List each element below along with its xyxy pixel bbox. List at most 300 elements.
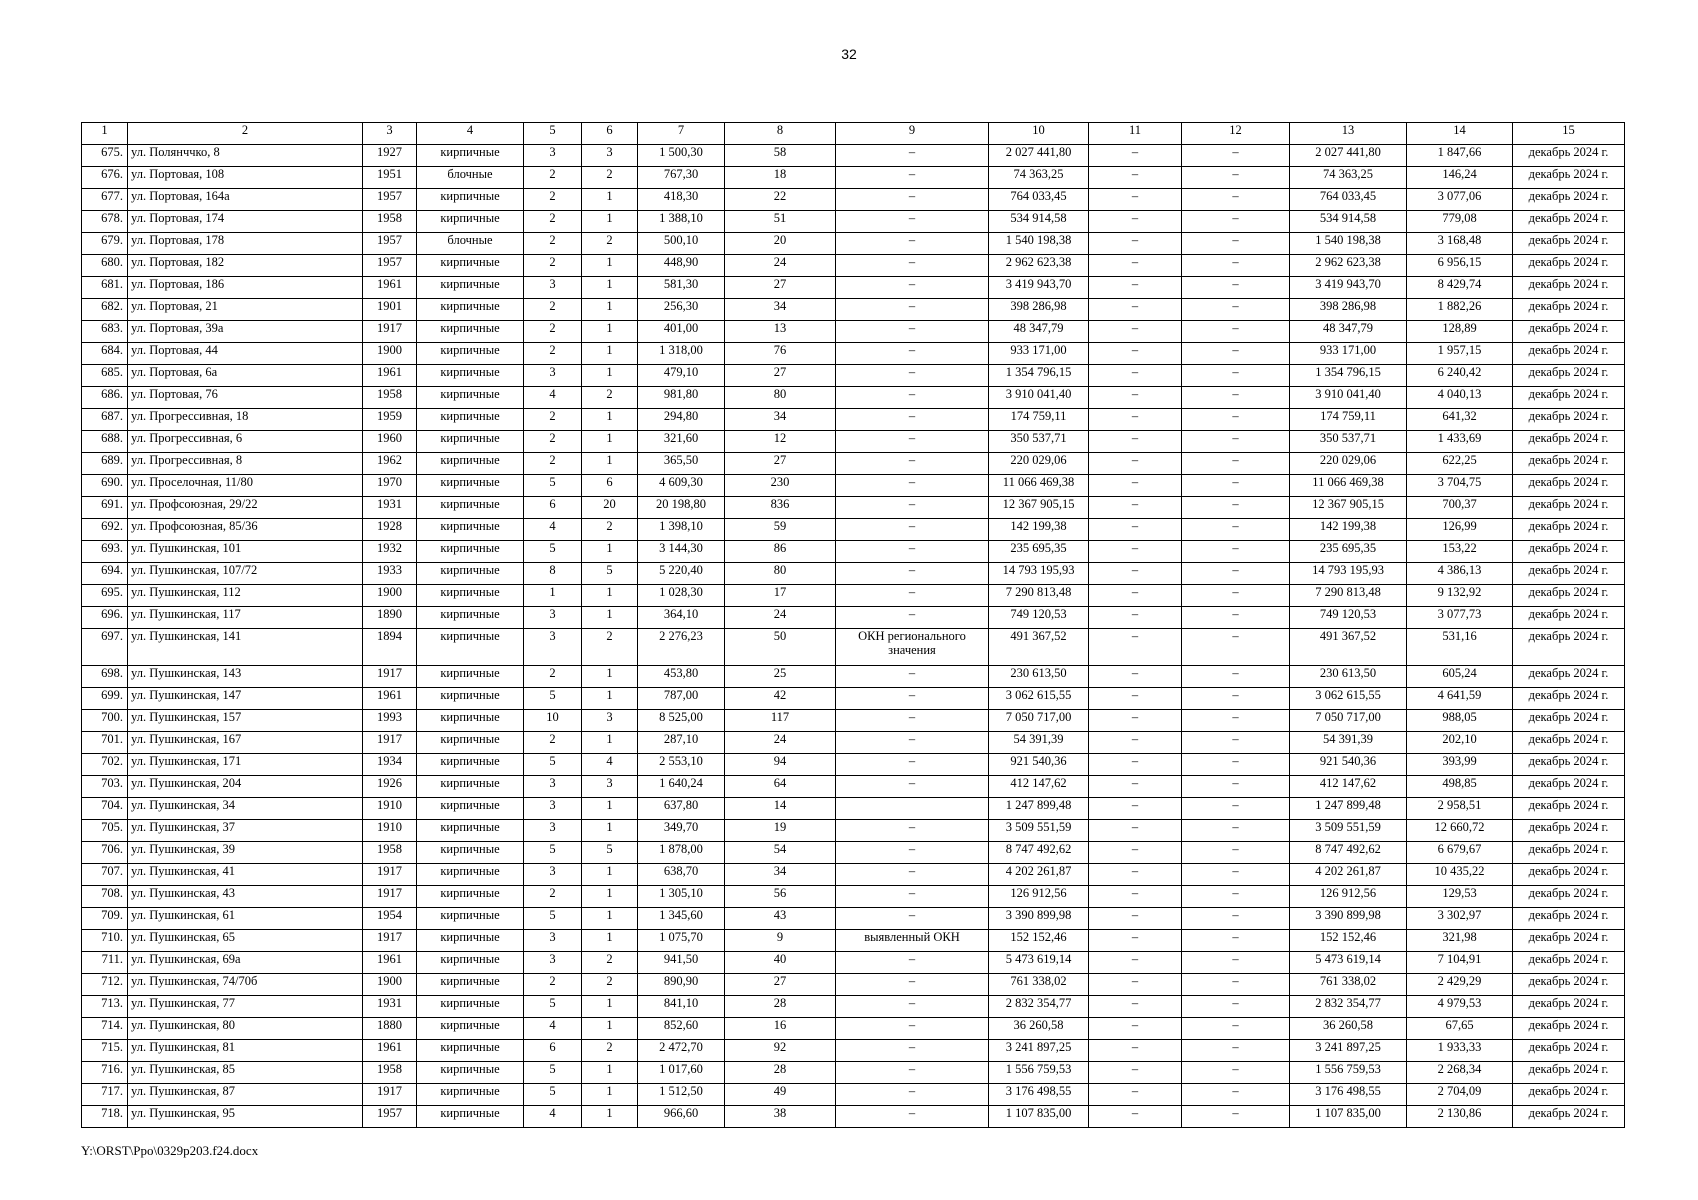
cell-wall-material: кирпичные [417, 211, 524, 233]
cell-year-built: 1957 [363, 189, 417, 211]
cell-cost-per-unit: 9 132,92 [1407, 585, 1513, 607]
cell-year-built: 1917 [363, 321, 417, 343]
cell-area: 321,60 [638, 431, 725, 453]
cell-cost-per-unit: 393,99 [1407, 754, 1513, 776]
table-row [82, 930, 1625, 952]
table-row [82, 1062, 1625, 1084]
cell-wall-material: кирпичные [417, 321, 524, 343]
cell-heritage-status: – [836, 563, 989, 585]
table-row [82, 365, 1625, 387]
cell-cost-total: 1 247 899,48 [989, 798, 1089, 820]
cell-wall-material: кирпичные [417, 189, 524, 211]
table-row [82, 475, 1625, 497]
cell-cost-total: 764 033,45 [989, 189, 1089, 211]
cell-col-12: – [1182, 798, 1290, 820]
cell-col-11: – [1089, 798, 1182, 820]
cell-deadline: декабрь 2024 г. [1513, 321, 1625, 343]
cell-cost-13: 1 247 899,48 [1290, 798, 1407, 820]
cell-address: ул. Портовая, 174 [128, 211, 363, 233]
cell-cost-13: 7 290 813,48 [1290, 585, 1407, 607]
cell-area: 294,80 [638, 409, 725, 431]
cell-cost-total: 36 260,58 [989, 1018, 1089, 1040]
cell-deadline: декабрь 2024 г. [1513, 798, 1625, 820]
cell-cost-13: 933 171,00 [1290, 343, 1407, 365]
cell-wall-material: кирпичные [417, 431, 524, 453]
cell-cost-total: 54 391,39 [989, 732, 1089, 754]
cell-year-built: 1958 [363, 387, 417, 409]
cell-wall-material: кирпичные [417, 754, 524, 776]
cell-address: ул. Портовая, 182 [128, 255, 363, 277]
cell-wall-material: кирпичные [417, 886, 524, 908]
cell-col-12: – [1182, 343, 1290, 365]
cell-row-number: 716. [82, 1062, 128, 1084]
cell-col-11: – [1089, 974, 1182, 996]
column-header-15: 15 [1513, 123, 1625, 145]
column-header-14: 14 [1407, 123, 1513, 145]
table-row [82, 255, 1625, 277]
cell-col-12: – [1182, 952, 1290, 974]
cell-address: ул. Портовая, 21 [128, 299, 363, 321]
cell-floors: 2 [524, 255, 582, 277]
cell-col-12: – [1182, 930, 1290, 952]
cell-col-12: – [1182, 607, 1290, 629]
cell-year-built: 1917 [363, 732, 417, 754]
cell-deadline: декабрь 2024 г. [1513, 908, 1625, 930]
cell-year-built: 1958 [363, 211, 417, 233]
cell-entrances: 1 [582, 365, 638, 387]
cell-deadline: декабрь 2024 г. [1513, 497, 1625, 519]
cell-year-built: 1970 [363, 475, 417, 497]
cell-heritage-status: – [836, 1106, 989, 1128]
cell-residents: 80 [725, 387, 836, 409]
cell-address: ул. Портовая, 39а [128, 321, 363, 343]
table-body [82, 145, 1625, 1128]
cell-entrances: 1 [582, 798, 638, 820]
cell-address: ул. Пушкинская, 157 [128, 710, 363, 732]
cell-address: ул. Пушкинская, 143 [128, 666, 363, 688]
table-row [82, 842, 1625, 864]
cell-cost-per-unit: 3 704,75 [1407, 475, 1513, 497]
cell-deadline: декабрь 2024 г. [1513, 996, 1625, 1018]
cell-entrances: 4 [582, 754, 638, 776]
cell-cost-13: 3 419 943,70 [1290, 277, 1407, 299]
cell-floors: 3 [524, 607, 582, 629]
cell-cost-per-unit: 1 433,69 [1407, 431, 1513, 453]
cell-area: 500,10 [638, 233, 725, 255]
cell-entrances: 2 [582, 952, 638, 974]
cell-entrances: 1 [582, 1106, 638, 1128]
cell-heritage-status: – [836, 585, 989, 607]
cell-heritage-status: – [836, 688, 989, 710]
cell-year-built: 1927 [363, 145, 417, 167]
cell-residents: 59 [725, 519, 836, 541]
cell-cost-per-unit: 1 847,66 [1407, 145, 1513, 167]
cell-year-built: 1958 [363, 842, 417, 864]
cell-col-12: – [1182, 1084, 1290, 1106]
cell-cost-total: 152 152,46 [989, 930, 1089, 952]
cell-deadline: декабрь 2024 г. [1513, 710, 1625, 732]
cell-wall-material: кирпичные [417, 1062, 524, 1084]
cell-residents: 86 [725, 541, 836, 563]
cell-year-built: 1933 [363, 563, 417, 585]
cell-entrances: 2 [582, 233, 638, 255]
cell-cost-13: 12 367 905,15 [1290, 497, 1407, 519]
table-header-row [82, 123, 1625, 145]
cell-entrances: 1 [582, 930, 638, 952]
cell-residents: 17 [725, 585, 836, 607]
cell-entrances: 1 [582, 820, 638, 842]
table-row [82, 607, 1625, 629]
cell-deadline: декабрь 2024 г. [1513, 167, 1625, 189]
cell-wall-material: кирпичные [417, 1084, 524, 1106]
cell-deadline: декабрь 2024 г. [1513, 864, 1625, 886]
cell-cost-per-unit: 779,08 [1407, 211, 1513, 233]
cell-cost-per-unit: 153,22 [1407, 541, 1513, 563]
cell-deadline: декабрь 2024 г. [1513, 255, 1625, 277]
cell-residents: 25 [725, 666, 836, 688]
cell-col-11: – [1089, 541, 1182, 563]
table-row [82, 167, 1625, 189]
cell-deadline: декабрь 2024 г. [1513, 277, 1625, 299]
cell-col-12: – [1182, 585, 1290, 607]
cell-heritage-status: – [836, 1084, 989, 1106]
cell-residents: 64 [725, 776, 836, 798]
cell-residents: 16 [725, 1018, 836, 1040]
cell-entrances: 1 [582, 864, 638, 886]
cell-row-number: 701. [82, 732, 128, 754]
cell-cost-per-unit: 7 104,91 [1407, 952, 1513, 974]
cell-year-built: 1926 [363, 776, 417, 798]
table-row [82, 1106, 1625, 1128]
cell-residents: 27 [725, 365, 836, 387]
cell-heritage-status: – [836, 365, 989, 387]
cell-area: 841,10 [638, 996, 725, 1018]
cell-deadline: декабрь 2024 г. [1513, 607, 1625, 629]
cell-cost-13: 1 556 759,53 [1290, 1062, 1407, 1084]
cell-floors: 2 [524, 453, 582, 475]
table-row [82, 864, 1625, 886]
cell-address: ул. Прогрессивная, 6 [128, 431, 363, 453]
cell-col-11: – [1089, 233, 1182, 255]
cell-address: ул. Пушкинская, 77 [128, 996, 363, 1018]
cell-year-built: 1910 [363, 798, 417, 820]
cell-address: ул. Портовая, 178 [128, 233, 363, 255]
cell-row-number: 703. [82, 776, 128, 798]
cell-col-11: – [1089, 497, 1182, 519]
cell-heritage-status: – [836, 321, 989, 343]
cell-heritage-status: – [836, 666, 989, 688]
cell-row-number: 685. [82, 365, 128, 387]
cell-residents: 22 [725, 189, 836, 211]
table-row [82, 387, 1625, 409]
cell-col-12: – [1182, 387, 1290, 409]
cell-address: ул. Пушкинская, 167 [128, 732, 363, 754]
cell-floors: 2 [524, 211, 582, 233]
cell-year-built: 1917 [363, 930, 417, 952]
cell-deadline: декабрь 2024 г. [1513, 952, 1625, 974]
cell-cost-total: 350 537,71 [989, 431, 1089, 453]
table-row [82, 996, 1625, 1018]
cell-cost-13: 14 793 195,93 [1290, 563, 1407, 585]
cell-area: 852,60 [638, 1018, 725, 1040]
cell-entrances: 1 [582, 585, 638, 607]
cell-cost-total: 3 390 899,98 [989, 908, 1089, 930]
cell-entrances: 1 [582, 541, 638, 563]
cell-cost-total: 235 695,35 [989, 541, 1089, 563]
cell-col-12: – [1182, 1018, 1290, 1040]
cell-wall-material: кирпичные [417, 710, 524, 732]
cell-cost-total: 1 107 835,00 [989, 1106, 1089, 1128]
cell-cost-total: 1 556 759,53 [989, 1062, 1089, 1084]
cell-col-11: – [1089, 431, 1182, 453]
cell-wall-material: кирпичные [417, 519, 524, 541]
cell-cost-13: 5 473 619,14 [1290, 952, 1407, 974]
cell-area: 287,10 [638, 732, 725, 754]
column-header-8: 8 [725, 123, 836, 145]
cell-cost-13: 174 759,11 [1290, 409, 1407, 431]
cell-col-11: – [1089, 1062, 1182, 1084]
cell-cost-per-unit: 4 979,53 [1407, 996, 1513, 1018]
housing-table [81, 122, 1625, 1128]
cell-address: ул. Пушкинская, 41 [128, 864, 363, 886]
table-row [82, 908, 1625, 930]
cell-cost-13: 412 147,62 [1290, 776, 1407, 798]
cell-col-11: – [1089, 952, 1182, 974]
cell-entrances: 2 [582, 1040, 638, 1062]
cell-residents: 92 [725, 1040, 836, 1062]
cell-cost-per-unit: 988,05 [1407, 710, 1513, 732]
cell-address: ул. Пушкинская, 61 [128, 908, 363, 930]
cell-deadline: декабрь 2024 г. [1513, 387, 1625, 409]
table-row [82, 409, 1625, 431]
cell-col-12: – [1182, 688, 1290, 710]
cell-deadline: декабрь 2024 г. [1513, 886, 1625, 908]
cell-wall-material: кирпичные [417, 864, 524, 886]
cell-address: ул. Пушкинская, 171 [128, 754, 363, 776]
cell-cost-total: 2 962 623,38 [989, 255, 1089, 277]
cell-cost-per-unit: 67,65 [1407, 1018, 1513, 1040]
page-number: 32 [841, 46, 857, 62]
cell-wall-material: кирпичные [417, 688, 524, 710]
cell-cost-total: 1 540 198,38 [989, 233, 1089, 255]
cell-cost-13: 36 260,58 [1290, 1018, 1407, 1040]
cell-area: 941,50 [638, 952, 725, 974]
cell-floors: 2 [524, 974, 582, 996]
cell-floors: 3 [524, 629, 582, 666]
cell-row-number: 710. [82, 930, 128, 952]
cell-cost-per-unit: 641,32 [1407, 409, 1513, 431]
cell-entrances: 1 [582, 688, 638, 710]
cell-col-11: – [1089, 145, 1182, 167]
cell-col-12: – [1182, 820, 1290, 842]
table-row [82, 321, 1625, 343]
cell-row-number: 702. [82, 754, 128, 776]
cell-row-number: 679. [82, 233, 128, 255]
cell-heritage-status: – [836, 541, 989, 563]
cell-deadline: декабрь 2024 г. [1513, 431, 1625, 453]
cell-floors: 4 [524, 1018, 582, 1040]
cell-address: ул. Прогрессивная, 8 [128, 453, 363, 475]
cell-cost-total: 3 241 897,25 [989, 1040, 1089, 1062]
cell-col-12: – [1182, 145, 1290, 167]
cell-row-number: 677. [82, 189, 128, 211]
table-row [82, 732, 1625, 754]
cell-year-built: 1900 [363, 343, 417, 365]
cell-cost-per-unit: 6 956,15 [1407, 255, 1513, 277]
cell-entrances: 1 [582, 996, 638, 1018]
cell-cost-total: 933 171,00 [989, 343, 1089, 365]
cell-wall-material: кирпичные [417, 1018, 524, 1040]
cell-row-number: 712. [82, 974, 128, 996]
cell-residents: 80 [725, 563, 836, 585]
cell-col-11: – [1089, 321, 1182, 343]
cell-col-11: – [1089, 189, 1182, 211]
column-header-2: 2 [128, 123, 363, 145]
cell-address: ул. Портовая, 6а [128, 365, 363, 387]
cell-cost-per-unit: 3 077,73 [1407, 607, 1513, 629]
cell-col-11: – [1089, 211, 1182, 233]
cell-cost-per-unit: 531,16 [1407, 629, 1513, 666]
cell-residents: 27 [725, 453, 836, 475]
cell-row-number: 700. [82, 710, 128, 732]
cell-row-number: 696. [82, 607, 128, 629]
cell-heritage-status: – [836, 453, 989, 475]
cell-area: 2 276,23 [638, 629, 725, 666]
cell-deadline: декабрь 2024 г. [1513, 629, 1625, 666]
cell-year-built: 1959 [363, 409, 417, 431]
cell-residents: 54 [725, 842, 836, 864]
cell-row-number: 686. [82, 387, 128, 409]
cell-floors: 3 [524, 365, 582, 387]
cell-address: ул. Пушкинская, 69а [128, 952, 363, 974]
cell-row-number: 713. [82, 996, 128, 1018]
cell-area: 581,30 [638, 277, 725, 299]
cell-floors: 2 [524, 321, 582, 343]
cell-address: ул. Пушкинская, 81 [128, 1040, 363, 1062]
cell-deadline: декабрь 2024 г. [1513, 365, 1625, 387]
cell-cost-13: 1 540 198,38 [1290, 233, 1407, 255]
cell-cost-total: 921 540,36 [989, 754, 1089, 776]
cell-row-number: 691. [82, 497, 128, 519]
table-row [82, 233, 1625, 255]
cell-floors: 1 [524, 585, 582, 607]
cell-address: ул. Пушкинская, 37 [128, 820, 363, 842]
cell-col-11: – [1089, 886, 1182, 908]
cell-wall-material: кирпичные [417, 585, 524, 607]
cell-col-12: – [1182, 754, 1290, 776]
cell-floors: 2 [524, 189, 582, 211]
cell-deadline: декабрь 2024 г. [1513, 666, 1625, 688]
cell-heritage-status: – [836, 343, 989, 365]
cell-heritage-status: – [836, 145, 989, 167]
cell-cost-per-unit: 498,85 [1407, 776, 1513, 798]
cell-residents: 13 [725, 321, 836, 343]
cell-floors: 3 [524, 864, 582, 886]
cell-address: ул. Профсоюзная, 29/22 [128, 497, 363, 519]
cell-col-11: – [1089, 1018, 1182, 1040]
cell-residents: 34 [725, 299, 836, 321]
cell-cost-total: 11 066 469,38 [989, 475, 1089, 497]
cell-cost-13: 764 033,45 [1290, 189, 1407, 211]
cell-address: ул. Пушкинская, 112 [128, 585, 363, 607]
cell-col-12: – [1182, 409, 1290, 431]
cell-floors: 2 [524, 732, 582, 754]
cell-area: 1 500,30 [638, 145, 725, 167]
cell-floors: 2 [524, 343, 582, 365]
cell-heritage-status: – [836, 952, 989, 974]
cell-cost-13: 2 027 441,80 [1290, 145, 1407, 167]
cell-area: 364,10 [638, 607, 725, 629]
table-row [82, 453, 1625, 475]
cell-cost-per-unit: 12 660,72 [1407, 820, 1513, 842]
cell-area: 1 017,60 [638, 1062, 725, 1084]
cell-residents: 230 [725, 475, 836, 497]
cell-heritage-status: – [836, 607, 989, 629]
cell-wall-material: кирпичные [417, 277, 524, 299]
table-row [82, 343, 1625, 365]
cell-cost-total: 412 147,62 [989, 776, 1089, 798]
cell-col-11: – [1089, 475, 1182, 497]
cell-cost-per-unit: 6 240,42 [1407, 365, 1513, 387]
cell-area: 1 028,30 [638, 585, 725, 607]
cell-residents: 18 [725, 167, 836, 189]
cell-area: 401,00 [638, 321, 725, 343]
cell-col-11: – [1089, 930, 1182, 952]
cell-entrances: 1 [582, 277, 638, 299]
cell-residents: 117 [725, 710, 836, 732]
cell-heritage-status: – [836, 1040, 989, 1062]
cell-floors: 5 [524, 842, 582, 864]
cell-wall-material: кирпичные [417, 563, 524, 585]
cell-heritage-status: – [836, 710, 989, 732]
cell-deadline: декабрь 2024 г. [1513, 754, 1625, 776]
cell-wall-material: кирпичные [417, 1040, 524, 1062]
cell-deadline: декабрь 2024 г. [1513, 233, 1625, 255]
cell-col-11: – [1089, 1084, 1182, 1106]
cell-address: ул. Пушкинская, 107/72 [128, 563, 363, 585]
cell-heritage-status: – [836, 211, 989, 233]
cell-entrances: 1 [582, 1062, 638, 1084]
cell-year-built: 1993 [363, 710, 417, 732]
cell-heritage-status: – [836, 189, 989, 211]
cell-year-built: 1917 [363, 886, 417, 908]
cell-cost-13: 1 107 835,00 [1290, 1106, 1407, 1128]
cell-cost-13: 350 537,71 [1290, 431, 1407, 453]
cell-cost-total: 1 354 796,15 [989, 365, 1089, 387]
cell-heritage-status: – [836, 497, 989, 519]
cell-entrances: 1 [582, 255, 638, 277]
cell-area: 1 512,50 [638, 1084, 725, 1106]
cell-row-number: 688. [82, 431, 128, 453]
cell-year-built: 1910 [363, 820, 417, 842]
cell-year-built: 1917 [363, 864, 417, 886]
table-row [82, 798, 1625, 820]
column-header-1: 1 [82, 123, 128, 145]
cell-heritage-status: – [836, 908, 989, 930]
cell-deadline: декабрь 2024 г. [1513, 453, 1625, 475]
cell-cost-13: 398 286,98 [1290, 299, 1407, 321]
cell-area: 637,80 [638, 798, 725, 820]
cell-cost-13: 7 050 717,00 [1290, 710, 1407, 732]
cell-deadline: декабрь 2024 г. [1513, 974, 1625, 996]
cell-heritage-status: – [836, 519, 989, 541]
cell-row-number: 708. [82, 886, 128, 908]
cell-cost-total: 3 910 041,40 [989, 387, 1089, 409]
cell-heritage-status: – [836, 820, 989, 842]
cell-cost-13: 2 962 623,38 [1290, 255, 1407, 277]
cell-year-built: 1961 [363, 688, 417, 710]
cell-row-number: 690. [82, 475, 128, 497]
